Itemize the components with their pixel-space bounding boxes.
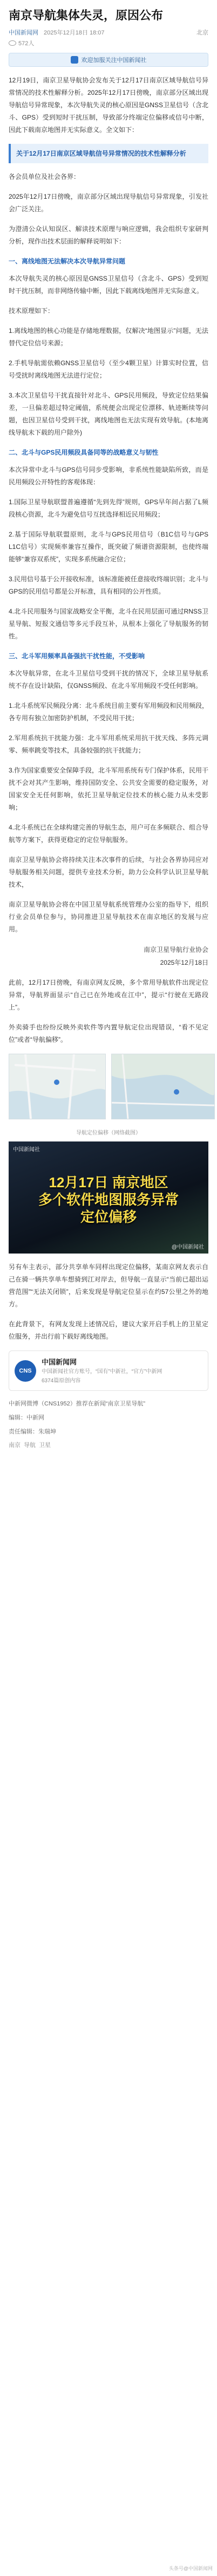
paragraph: 2025年12月17日傍晚，南京部分区域出现导航信号异常现象，引发社会广泛关注。	[9, 193, 208, 213]
publish-date: 2025年12月18日 18:07	[44, 30, 105, 36]
footer-line: 中新网微博（CNS1952）推荐在新闻“南京卫星导航”	[9, 1401, 146, 1407]
greeting: 各会员单位及社会各界：	[9, 173, 80, 180]
paragraph: 此前，12月17日傍晚，有南京网友反映，多个常用导航软件出现定位异常，导航界面显示“自己已在外地或在江中”，提示“行驶在无路段上”。	[9, 979, 208, 1011]
video-watermark: 中国新闻社	[13, 1147, 40, 1153]
read-count-value: 572人	[18, 40, 35, 47]
map-screenshots	[9, 1054, 208, 1123]
avatar: CNS	[15, 1360, 36, 1382]
map-right-graphic	[112, 1054, 214, 1119]
paragraph: 1.离线地图的核心功能是存储地理数据，仅解决“地图显示”问题，无法替代定位信号来源；	[9, 327, 208, 347]
paragraph: 3.民用信号基于公开接收标准，该标准能被任意接收终端识别；北斗与GPS的民用信号都是公开标准，具有相同的公开性质。	[9, 575, 209, 595]
paragraph: 2.基于国际导航联盟原则，北斗与GPS民用信号（B1C信号与GPS L1C信号）实现频率兼容互操作，既突破了频谱资源限制，也使终端能够“兼容双系统”，实现多系统融合定位；	[9, 531, 208, 563]
statement-title-card	[9, 144, 208, 163]
paragraph: 另有车主表示，部分共享单车同样出现定位偏移，某南京网友表示自己在骑一辆共享单车想骑到江对岸去，但导航一直显示“当前已超出运营范围”“无法关闭锁”，后来发现是导航定位显示在约57公里之外的地方。	[9, 1263, 208, 1308]
video-headline-line1: 12月17日 南京地区	[49, 1174, 168, 1190]
author-profile-info	[42, 1356, 162, 1385]
tag-list	[9, 1440, 208, 1449]
section-heading: 二、北斗与GPS民用频段具备同等的战略意义与韧性	[9, 449, 159, 456]
article-meta	[9, 28, 208, 37]
paragraph: 1.北斗系统军民频段分离：北斗系统目前主要有军用频段和民用频段，各专用有独立加密防护机制，不受民用干扰；	[9, 702, 209, 722]
paragraph: 南京卫星导航协会将在中国卫星导航系统管理办公室的指导下，组织行业会员单位参与，协同推进卫星导航技术在南京地区的发展与应用。	[9, 901, 208, 933]
intro-paragraph: 12月19日，南京卫星导航协会发布关于12月17日南京区域导航信号异常情况的技术性解释分析。2025年12月17日傍晚，南京部分区域出现导航信号异常现象，本次导航失灵的核心原因是GNSS卫星信号（含北斗、GPS）受到短时干扰压制，导致部分终端定位偏移或信号中断，因此下载南京地图并无实际意义。全文如下：	[9, 76, 209, 134]
tag[interactable]: 南京	[9, 1442, 21, 1449]
author-profile-card[interactable]	[9, 1350, 208, 1391]
paragraph: 为澄清公众认知误区、解读技术原理与响应逻辑，我会组织专家研判分析，现作出技术层面的解释说明如下：	[9, 225, 208, 245]
paragraph: 本次导航异常，在北斗卫星信号受到干扰的情况下，全球卫星导航系统不存在设计缺陷，仅GNSS频段、在北斗军用频段不受任何影响。	[9, 670, 208, 690]
paragraph: 本次异常中北斗与GPS信号同步受影响，非系统性能缺陷所致，而是民用频段公开特性的客观体现：	[9, 466, 208, 486]
author-stats: 6374篇原创内容	[42, 1378, 81, 1384]
map-left-graphic	[9, 1054, 105, 1119]
footer-responsible-editor: 责任编辑：朱瑞坤	[9, 1429, 56, 1435]
tag[interactable]: 卫星	[39, 1442, 51, 1449]
signature-date: 2025年12月18日	[160, 959, 208, 966]
article-title: 南京导航集体失灵，原因公布	[9, 9, 164, 22]
source-link[interactable]: 中国新闻网	[9, 30, 38, 36]
eye-icon	[9, 40, 16, 46]
paragraph: 本次导航失灵的核心原因是GNSS卫星信号（含北斗、GPS）受到短时干扰压制，而非网络传输中断，因此下载离线地图并无实际意义。	[9, 275, 208, 295]
corner-watermark: 头条号@中国新闻网	[168, 2566, 213, 2571]
follow-banner-text: 欢迎加服关注中国新闻社	[81, 57, 147, 64]
paragraph: 4.北斗民用服务与国家战略安全平衡，北斗在民用层面可通过RNSS卫星导航、短报文通信等多元手段互补，从根本上强化了导航服务的韧性。	[9, 608, 208, 640]
video-headline	[15, 1174, 202, 1226]
section-heading: 一、离线地图无法解决本次导航异常问题	[9, 257, 126, 265]
section-heading: 三、北斗军用频率具备强抗干扰性能，不受影响	[9, 652, 145, 660]
tag[interactable]: 导航	[24, 1442, 36, 1449]
paragraph: 2.手机导航需依赖GNSS卫星信号（至少4颗卫星）计算实时位置，信号受扰时离线地图无法进行定位；	[9, 359, 208, 379]
follow-banner[interactable]	[9, 53, 208, 67]
signature-org: 南京卫星导航行业协会	[143, 946, 208, 953]
paragraph: 外卖骑手也纷纷反映外卖软件等内置导航定位出现错误，“看不见定位”或者“导航偏移”。	[9, 1024, 208, 1043]
paragraph: 在此背景下，有网友发现上述情况后，建议大家开启手机上的卫星定位服务，并出行前下载好离线地图。	[9, 1320, 208, 1340]
brand-logo-icon	[71, 56, 78, 64]
paragraph: 技术原理如下：	[9, 307, 55, 315]
paragraph: 3.作为国家重要安全保障手段，北斗军用系统有专门保护体系，民用干扰不会对其产生影响，维持国防安全、公共安全需要的稳定服务，对国家安全无任何影响，依托卫星导航定位技术的核心能力从未受影响；	[9, 767, 209, 811]
author-name: 中国新闻网	[42, 1358, 77, 1366]
video-corner-watermark: @中国新闻社	[171, 1244, 204, 1250]
author-desc: 中国新闻社官方账号，“国有”中新社，“官方”中新网	[42, 1369, 162, 1375]
figure-caption: 导航定位偏移（网络截图）	[76, 1130, 141, 1136]
paragraph: 2.军用系统抗干扰能力强：北斗军用系统采用抗干扰天线、多阵元调零、频率跳变等技术，具备较强的抗干扰能力；	[9, 734, 208, 754]
video-headline-line3: 定位偏移	[80, 1209, 137, 1225]
paragraph: 4.北斗系统已在全球构建完善的导航生态，用户可在多频联合、组合导航等方案下，获得更稳定的定位导航服务。	[9, 824, 209, 844]
video-headline-line2: 多个软件地图服务异常	[38, 1192, 179, 1208]
map-screenshot-right	[111, 1054, 215, 1119]
read-count	[9, 39, 208, 47]
paragraph: 南京卫星导航协会将持续关注本次事件的后续，与社会各界协同应对导航服务相关问题，提供专业技术分析，助力公众科学认识卫星导航技术，	[9, 856, 208, 888]
location: 北京	[196, 30, 208, 36]
map-screenshot-left	[9, 1054, 106, 1119]
news-video-thumbnail[interactable]	[9, 1141, 208, 1254]
statement-title: 关于12月17日南京区域导航信号异常情况的技术性解释分析	[16, 150, 186, 157]
paragraph: 1.国际卫星导航联盟普遍遵循“先到先得”规则，GPS早年间占据了L频段核心资源，北斗为避免信号互扰选择相近民用频段；	[9, 498, 208, 518]
paragraph: 3.本次卫星信号干扰直接针对北斗、GPS民用频段，导致定位结果偏差，一旦偏差超过特定阈值，系统便会出现定位漂移、轨迹断续等问题，也因卫星信号受到干扰，离线地图也无法实现有效导航。(本地离线导航未下载的用户除外)	[9, 392, 208, 436]
footer-editor: 编辑：中新网	[9, 1415, 44, 1421]
